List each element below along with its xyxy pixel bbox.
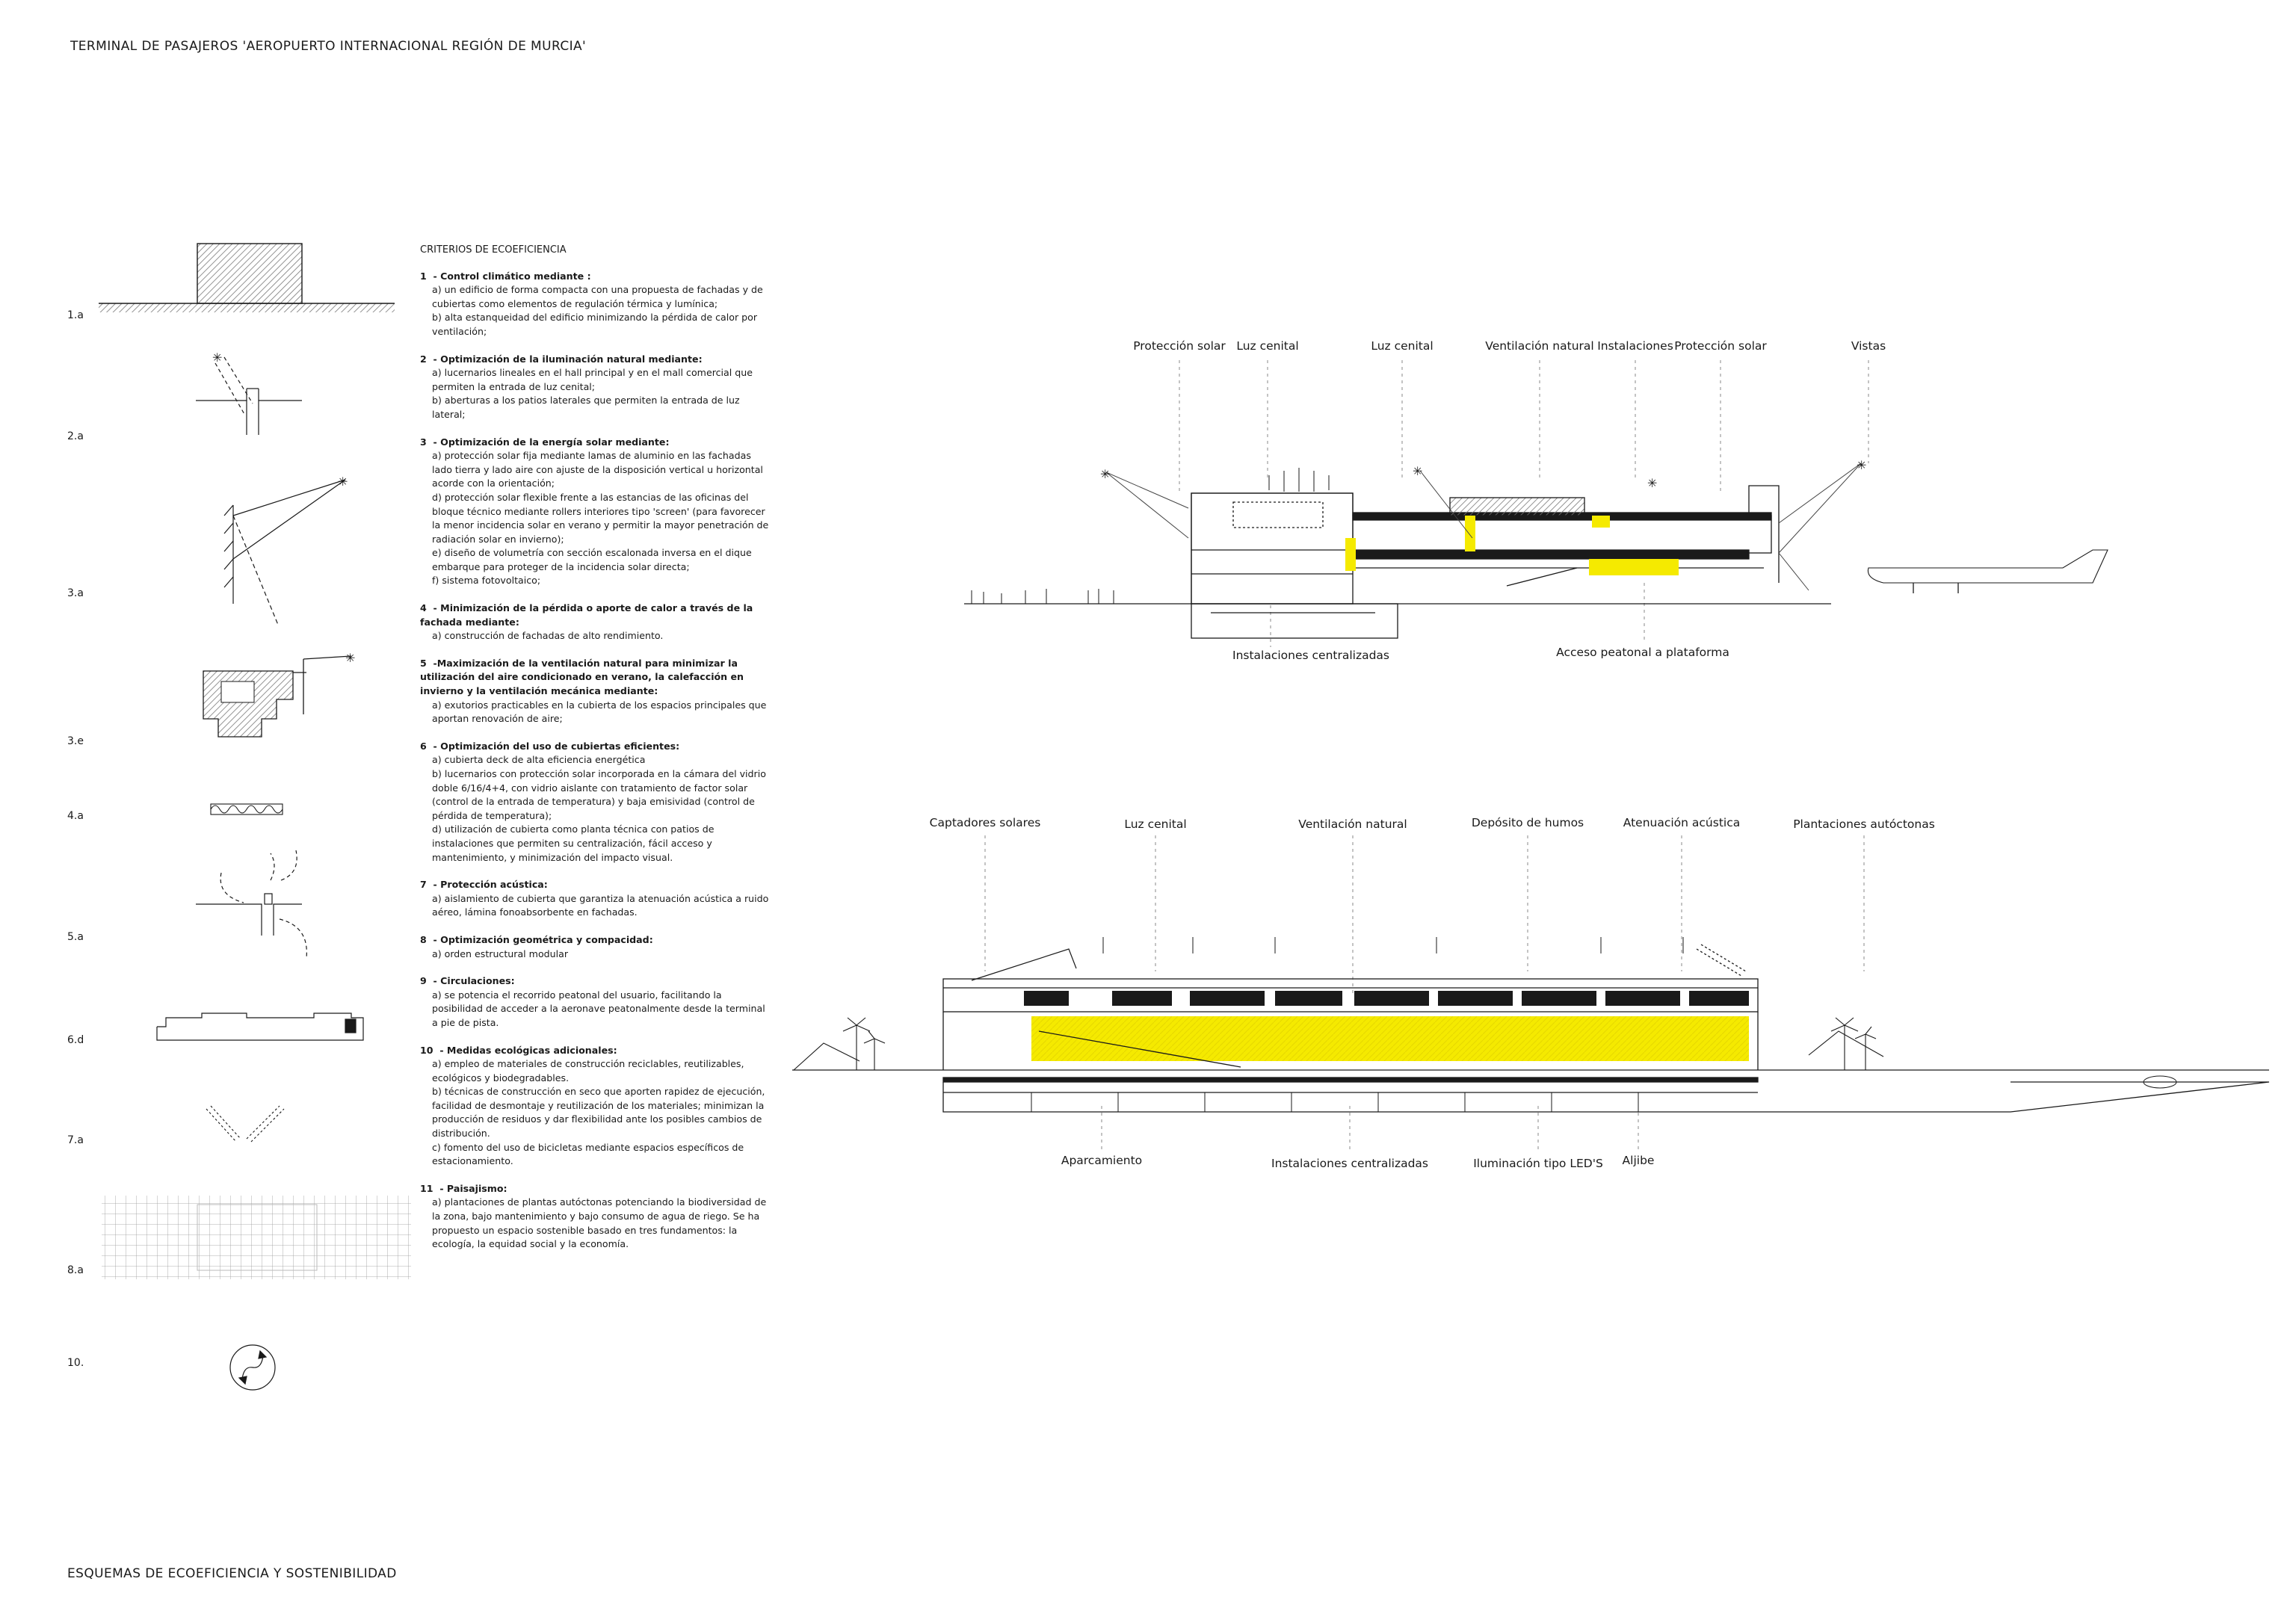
bottom-label-deposito-humos: Depósito de humos [1471, 816, 1584, 829]
svg-text:✳: ✳ [1647, 476, 1658, 490]
schema-label: 5.a [67, 931, 84, 943]
bottom-label-ventilacion: Ventilación natural [1298, 817, 1407, 831]
svg-text:✳: ✳ [338, 474, 348, 489]
criteria-section-8: 8 - Optimización geométrica y compacidad: a) orden estructural modular [420, 933, 653, 959]
top-label-instalaciones-centralizadas: Instalaciones centralizadas [1232, 649, 1390, 662]
criteria-section-1: 1 - Control climático mediante : a) un edificio de forma compacta con una propuesta de fachadas y de cubiertas como elementos de regulación térmica y lumínica; b) alta estanqueidad del edificio minimizando la pérdida de calor por ventilación; [420, 270, 763, 337]
svg-text:✳: ✳ [1413, 464, 1423, 478]
schema-label: 10. [67, 1357, 84, 1369]
schema-label: 3.a [67, 587, 84, 599]
top-label-proteccion-solar-2: Protección solar [1674, 339, 1767, 353]
schema-label: 7.a [67, 1134, 84, 1146]
schema-label: 3.e [67, 735, 84, 747]
svg-text:✳: ✳ [1100, 467, 1111, 481]
bottom-label-plantaciones: Plantaciones autóctonas [1793, 817, 1935, 831]
schema-label: 4.a [67, 810, 84, 822]
criteria-heading: CRITERIOS DE ECOEFICIENCIA [420, 244, 567, 256]
bottom-label-iluminacion-led: Iluminación tipo LED'S [1473, 1157, 1603, 1170]
criteria-section-7: 7 - Protección acústica: a) aislamiento de cubierta que garantiza la atenuación acústica a ruido aéreo, lámina fonoabsorbente en fachadas. [420, 879, 769, 918]
top-label-instalaciones: Instalaciones [1597, 339, 1673, 353]
criteria-section-11: 11 - Paisajismo: a) plantaciones de plantas autóctonas potenciando la biodiversidad de la zona, bajo mantenimiento y bajo consumo de agua de riego. Se ha propuesto un espacio sostenible basado en tres fundamentos: la ecología, la equidad social y la economía. [420, 1182, 767, 1250]
criteria-section-10: 10 - Medidas ecológicas adicionales: a) empleo de materiales de construcción reciclables, reutilizables, ecológicos y biodegradables. b) técnicas de construcción en seco que aporten rapidez de ejecución, facilidad de desmontaje y reutilización de los materiales; minimizan la producción de residuos y dar flexibilidad ante los posibles cambios de distribución. c) fomento del uso de bicicletas mediante espacios específicos de estacionamiento. [420, 1044, 765, 1167]
top-label-luz-cenital-2: Luz cenital [1371, 339, 1434, 353]
sheet-title: TERMINAL DE PASAJEROS 'AEROPUERTO INTERNACIONAL REGIÓN DE MURCIA' [70, 39, 587, 54]
criteria-section-4: 4 - Minimización de la pérdida o aporte de calor a través de la fachada mediante: a) construcción de fachadas de alto rendimiento. [420, 602, 753, 642]
top-label-vistas: Vistas [1851, 339, 1886, 353]
sheet-footer: ESQUEMAS DE ECOEFICIENCIA Y SOSTENIBILIDAD [67, 1566, 397, 1581]
criteria-section-3: 3 - Optimización de la energía solar mediante: a) protección solar fija mediante lamas de aluminio en las fachadas lado tierra y lado aire con ajuste de la disposición vertical u horizontal acorde con la orientación; d) protección solar flexible frente a las estancias de las oficinas del bloque técnico mediante rollers interiores tipo 'screen' (para favorecer la menor incidencia solar en verano y permitir la mayor penetración de radiación solar en invierno); e) diseño de volumetría con sección escalonada inversa en el dique embarque para proteger de la incidencia solar directa; f) sistema fotovoltaico; [420, 436, 769, 587]
criteria-section-6: 6 - Optimización del uso de cubiertas eficientes: a) cubierta deck de alta eficiencia energética b) lucernarios con protección solar incorporada en la cámara del vidrio doble 6/16/4+4, con vidrio aislante con tratamiento de factor solar (control de la entrada de temperatura) y baja emisividad (control de pérdida de temperatura); d) utilización de cubierta como planta técnica con patios de instalaciones que permiten su centralización, fácil acceso y mantenimiento, y minimización del impacto visual. [420, 740, 766, 863]
schema-label: 8.a [67, 1264, 84, 1276]
criteria-section-9: 9 - Circulaciones: a) se potencia el recorrido peatonal del usuario, facilitando la posibilidad de acceder a la aeronave peatonalmente desde la terminal a pie de pista. [420, 975, 765, 1028]
top-label-luz-cenital: Luz cenital [1236, 339, 1299, 353]
top-label-ventilacion: Ventilación natural [1485, 339, 1594, 353]
bottom-label-luz-cenital: Luz cenital [1124, 817, 1187, 831]
top-label-proteccion-solar: Protección solar [1133, 339, 1226, 353]
svg-text:✳: ✳ [212, 350, 223, 365]
bottom-label-atenuacion: Atenuación acústica [1623, 816, 1741, 829]
svg-text:✳: ✳ [345, 651, 356, 665]
schema-label: 1.a [67, 309, 84, 321]
schema-label: 2.a [67, 430, 84, 442]
bottom-label-aparcamiento: Aparcamiento [1061, 1154, 1143, 1167]
top-label-acceso-peatonal: Acceso peatonal a plataforma [1556, 646, 1729, 659]
svg-text:✳: ✳ [1857, 458, 1867, 472]
bottom-label-captadores: Captadores solares [929, 816, 1041, 829]
bottom-label-instalaciones-centralizadas: Instalaciones centralizadas [1271, 1157, 1429, 1170]
criteria-section-2: 2 - Optimización de la iluminación natural mediante: a) lucernarios lineales en el hall principal y en el mall comercial que permiten la entrada de luz cenital; b) aberturas a los patios laterales que permiten la entrada de luz lateral; [420, 353, 753, 420]
schema-label: 6.d [67, 1034, 84, 1046]
criteria-section-5: 5 -Maximización de la ventilación natural para minimizar la utilización del aire condicionado en verano, la calefacción en invierno y la ventilación mecánica mediante: a) exutorios practicables en la cubierta de los espacios principales que aportan renovación de aire; [420, 657, 767, 725]
bottom-label-aljibe: Aljibe [1622, 1154, 1655, 1167]
